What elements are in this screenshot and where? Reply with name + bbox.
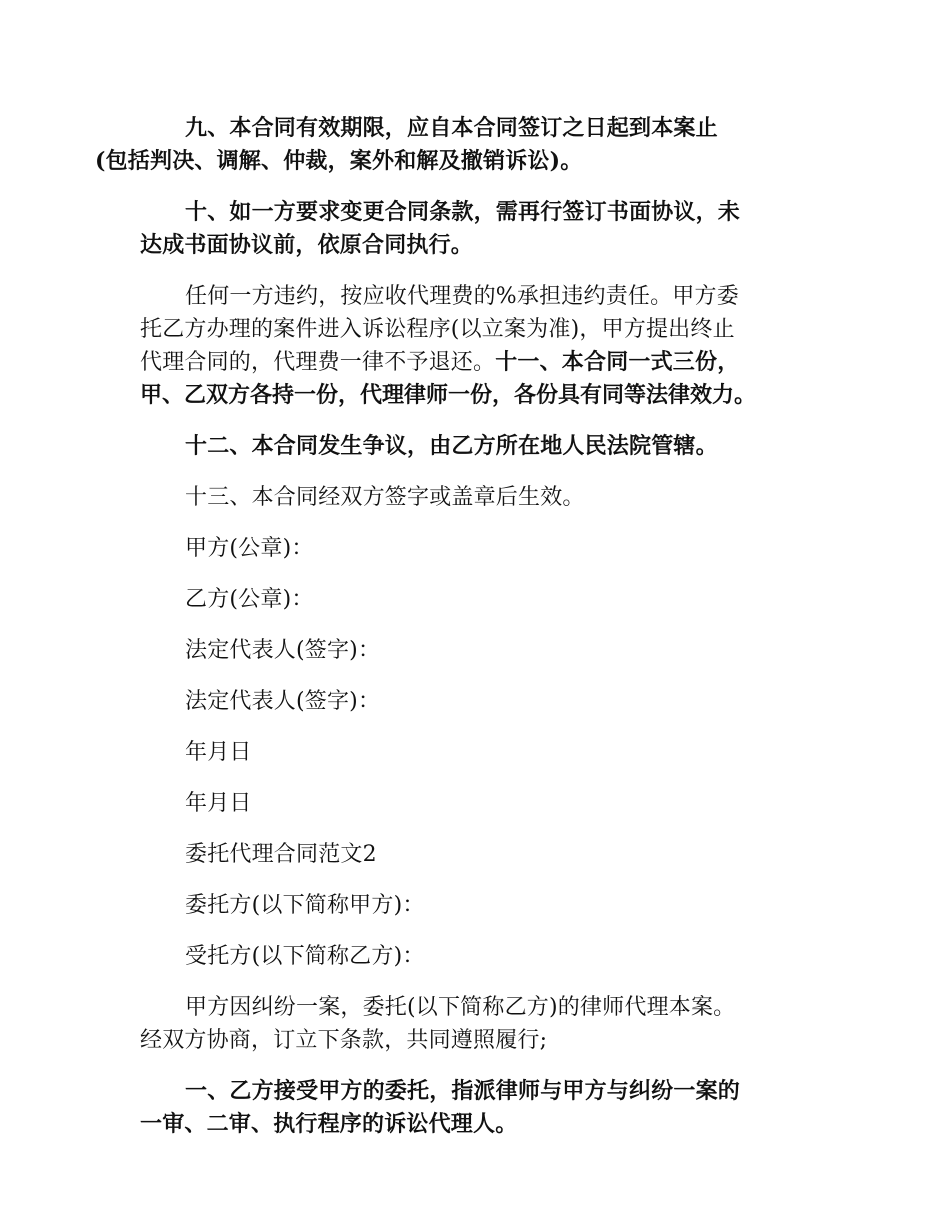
- text-line: 达成书面协议前，依原合同执行。: [140, 232, 474, 258]
- date-line-1: [140, 736, 830, 769]
- text-line: 委托代理合同范文2: [185, 842, 377, 867]
- breach-clause-paragraph: [140, 280, 830, 412]
- text-normal-segment: 代理合同的，代理费一律不予退还。: [140, 350, 496, 375]
- text-line: 九、本合同有效期限，应自本合同签订之日起到本案止: [185, 115, 718, 141]
- text-line: 甲方(公章)：: [185, 536, 314, 561]
- client-line: [140, 889, 830, 922]
- text-line: 十、如一方要求变更合同条款，需再行签订书面协议，未: [185, 199, 741, 225]
- date-line-2: [140, 787, 830, 820]
- text-line: 年月日: [185, 791, 252, 816]
- text-line-mixed: [95, 346, 830, 379]
- clause-11-continuation: 甲、乙双方各持一份，代理律师一份，各份具有同等法律效力。: [140, 382, 757, 408]
- clause-13-paragraph: [140, 481, 830, 514]
- party-a-seal-line: [140, 532, 830, 565]
- text-line: 经双方协商，订立下条款，共同遵照履行;: [140, 1028, 548, 1053]
- document-page: [95, 112, 830, 1159]
- text-line: 一、乙方接受甲方的委托，指派律师与甲方与纠纷一案的: [185, 1078, 741, 1104]
- text-line: (包括判决、调解、仲裁，案外和解及撤销诉讼)。: [95, 148, 583, 174]
- text-line: 一审、二审、执行程序的诉讼代理人。: [140, 1111, 518, 1137]
- party-b-seal-line: [140, 583, 830, 616]
- text-line: 受托方(以下简称乙方)：: [185, 944, 425, 969]
- clause-11-start: 十一、本合同一式三份，: [495, 349, 740, 375]
- text-line: 法定代表人(签字)：: [185, 638, 381, 663]
- text-line: 乙方(公章)：: [185, 587, 314, 612]
- clause-10-paragraph: [140, 196, 830, 262]
- intro-paragraph: [140, 991, 830, 1057]
- text-line: 委托方(以下简称甲方)：: [185, 893, 425, 918]
- text-line: 法定代表人(签字)：: [185, 689, 381, 714]
- text-line: 十二、本合同发生争议，由乙方所在地人民法院管辖。: [185, 433, 718, 459]
- text-line: 托乙方办理的案件进入诉讼程序(以立案为准)，甲方提出终止: [140, 317, 735, 342]
- legal-rep-signature-2: [140, 685, 830, 718]
- sample-2-heading: [140, 838, 830, 871]
- text-line: 十三、本合同经双方签字或盖章后生效。: [185, 485, 585, 510]
- clause-1-paragraph: [140, 1075, 830, 1141]
- agent-line: [140, 940, 830, 973]
- legal-rep-signature-1: [140, 634, 830, 667]
- text-line: 任何一方违约，按应收代理费的%承担违约责任。甲方委: [185, 284, 739, 309]
- clause-12-paragraph: [140, 430, 830, 463]
- clause-9-paragraph: [95, 112, 830, 178]
- text-line: 年月日: [185, 740, 252, 765]
- text-line: 甲方因纠纷一案，委托(以下简称乙方)的律师代理本案。: [185, 995, 736, 1020]
